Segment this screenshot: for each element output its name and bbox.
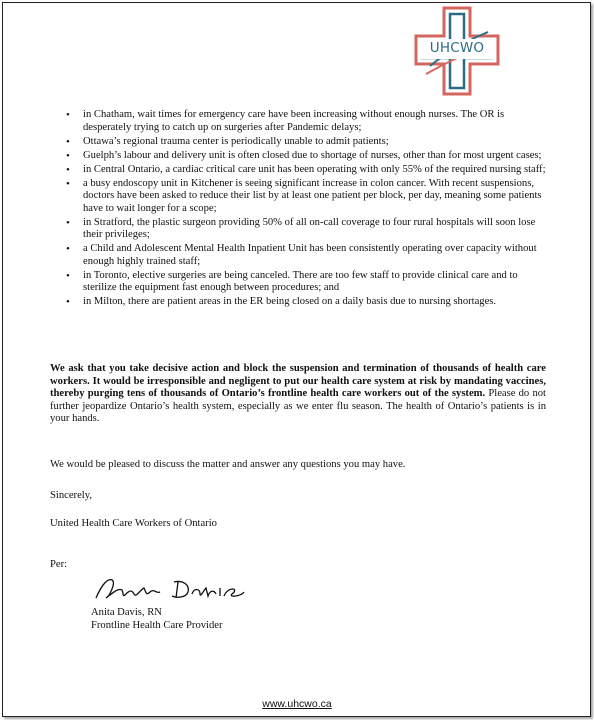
signer-name: Anita Davis, RN: [91, 607, 162, 618]
list-item: • in Toronto, elective surgeries are being canceled. There are too few staff to provide clinical care and to sterilize the equipment fast enough between procedures; and: [68, 270, 548, 295]
website-link[interactable]: www.uhcwo.ca: [262, 698, 332, 710]
footer: [0, 698, 594, 710]
discuss-paragraph: We would be pleased to discuss the matter and answer any questions you may have.: [50, 459, 406, 470]
list-item: • a Child and Adolescent Mental Health Inpatient Unit has been consistently operating over capacity without enough highly trained staff;: [68, 243, 548, 268]
list-item: • a busy endoscopy unit in Kitchener is seeing significant increase in colon cancer. With recent suspensions, doctors have been asked to reduce their list by at least one patient per block, per day, meaning some patients have to wait longer for a scope;: [68, 178, 548, 216]
list-item: • in Central Ontario, a cardiac critical care unit has been operating with only 55% of the required nursing staff;: [68, 164, 548, 177]
list-item: • in Chatham, wait times for emergency care have been increasing without enough nurses. The OR is desperately trying to catch up on surgeries after Pandemic delays;: [68, 109, 548, 134]
signer-title: Frontline Health Care Provider: [91, 620, 223, 631]
logo-text: UHCWO: [429, 40, 485, 56]
list-item: • Ottawa’s regional trauma center is periodically unable to admit patients;: [68, 136, 548, 149]
closing-text: Sincerely,: [50, 490, 92, 501]
handwritten-signature: [90, 574, 246, 604]
request-bold-text: We ask that you take decisive action and block the suspension and termination of thousands of health care workers. It would be irresponsible and negligent to put our health care system at risk by mandating vaccines, thereby purging tens of thousands of Ontario’s frontline health care workers out of the system.: [50, 363, 546, 400]
list-item: • in Stratford, the plastic surgeon providing 50% of all on-call coverage to four rural hospitals will soon lose their privileges;: [68, 217, 548, 242]
list-item: • in Milton, there are patient areas in the ER being closed on a daily basis due to nursing shortages.: [68, 296, 548, 309]
list-item: • Guelph’s labour and delivery unit is often closed due to shortage of nurses, other than for most urgent cases;: [68, 150, 548, 163]
request-paragraph: [50, 363, 546, 426]
uhcwo-logo: [414, 6, 500, 98]
organization-name: United Health Care Workers of Ontario: [50, 518, 217, 529]
per-label: Per:: [50, 559, 68, 570]
signature-icon: [90, 574, 246, 604]
bullet-list: [68, 109, 548, 310]
request-normal-text: Please do not further jeopardize Ontario’s health system, especially as we enter flu season. The health of Ontario’s patients is in your hands.: [50, 388, 546, 425]
